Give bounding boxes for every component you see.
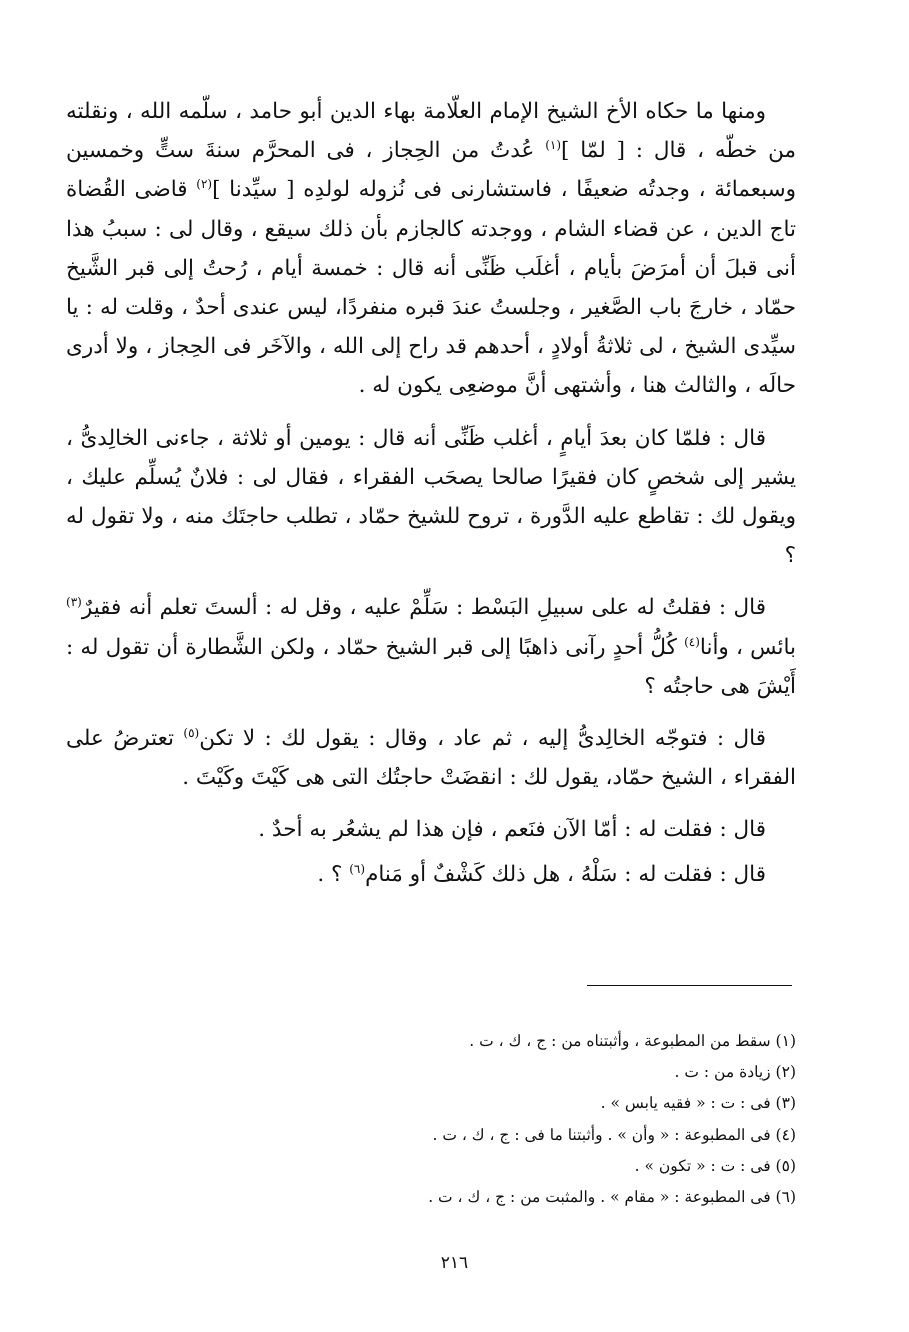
footnote: (٢) زيادة من : ت . — [674, 1063, 796, 1082]
footnote: (٥) فى : ت : « تكون » . — [634, 1156, 796, 1175]
footnote-reference: (٥) — [183, 725, 200, 740]
page-number: ٢١٦ — [440, 1253, 469, 1273]
paragraph-text: ومنها ما حكاه الأخ الشيخ الإمام العلّامة بهاء الدين أبو حامد ، سلّمه الله ، ونقلته من خطّه ، قال : [ لمّا ] — [66, 99, 796, 164]
paragraph-text: قال : فقلت له : سَلْهُ ، هل ذلك كَشْفٌ أو مَنام — [365, 861, 766, 887]
paragraph — [66, 588, 796, 706]
footnote-reference: (٣) — [66, 595, 82, 610]
paragraph-text: قال : فتوجّه الخالِدىُّ إليه ، ثم عاد ، وقال : يقول لك : لا تكن — [199, 726, 766, 752]
paragraph-text: قال : فلمّا كان بعدَ أيامٍ ، أغلب ظَنِّى أنه قال : يومين أو ثلاثة ، جاءنى الخالِدىُّ ، يشير إلى شخصٍ كان فقيرًا صالحا يصحَب الفقراء ، فقال لى : فلانٌ يُسلِّم عليك ، ويقول لك : تقاطع عليه الدَّورة ، تروح للشيخ حمّاد ، تطلب حاجتَك منه ، ولا تقول له ؟ — [66, 425, 796, 569]
paragraph — [66, 92, 796, 406]
paragraph — [66, 810, 796, 849]
paragraph-text: عُدتُ من الحِجاز ، فى المحرَّم سنةَ ستٍّ وخمسين وسبعمائة ، وجدتُه ضعيفًا ، فاستشارنى فى نُزوله لولدِه [ سيِّدنا ] — [66, 138, 796, 203]
footnote: (١) سقط من المطبوعة ، وأثبتناه من : ج ، ك ، ت . — [469, 1032, 796, 1050]
footnote: (٤) فى المطبوعة : « وأن » . وأثبتنا ما فى : ج ، ك ، ت . — [432, 1125, 796, 1144]
footnote-separator — [587, 985, 792, 986]
paragraph-text: بائس ، وأنا — [699, 634, 796, 660]
paragraph-text: تعترضُ على الفقراء ، الشيخ حمّاد، يقول لك : انقضَتْ حاجتُك التى هى كَيْتَ وكَيْتَ . — [66, 726, 796, 791]
paragraph-text: قاضى القُضاة تاج الدين ، عن قضاء الشام ، ووجدته كالجازم بأن ذلك سيقع ، وقال لى : سببُ هذا أنى قبلَ أن أمرَضَ بأيام ، أغلَب ظَنِّى أنه قال : خمسة أيام ، رُحتُ إلى قبر الشَّيخ حمّاد ، خارجَ باب الصَّغير ، وجلستُ عندَ قبره منفردًا، ليس عندى أحدٌ ، وقلت له : يا سيِّدى الشيخ ، لى ثلاثةُ أولادٍ ، أحدهم قد راح إلى الله ، والآخَر فى الحِجاز ، ولا أدرى حالَه ، والثالث هنا ، وأشتهى أنَّ موضعِى يكون له . — [66, 177, 796, 399]
paragraph-text: قال : فقلتُ له على سبيلِ البَسْط : سَلِّمْ عليه ، وقل له : ألستَ تعلم أنه فقيرٌ — [81, 595, 766, 621]
footnote-reference: (١) — [545, 138, 562, 153]
paragraph-text: كُلُّ أحدٍ رآنى ذاهبًا إلى قبر الشيخ حمّاد ، ولكن الشَّطارة أن تقول له : أَيْشَ هى حاجتُه ؟ — [66, 634, 796, 699]
footnote: (٦) فى المطبوعة : « مقام » . والمثبت من : ج ، ك ، ت . — [428, 1188, 796, 1207]
paragraph — [66, 419, 796, 576]
paragraph-text: ؟ . — [317, 861, 350, 887]
paragraph — [66, 719, 796, 797]
footnotes — [300, 1026, 796, 1213]
footnote-reference: (٤) — [684, 634, 700, 649]
main-text — [66, 92, 796, 899]
paragraph-text: قال : فقلت له : أمّا الآن فنَعم ، فإن هذا لم يشعُر به أحدٌ . — [258, 817, 766, 843]
footnote-reference: (٦) — [349, 861, 366, 876]
paragraph — [66, 855, 796, 894]
footnote: (٣) فى : ت : « فقيه يابس » . — [600, 1094, 796, 1113]
footnote-reference: (٢) — [196, 177, 213, 192]
